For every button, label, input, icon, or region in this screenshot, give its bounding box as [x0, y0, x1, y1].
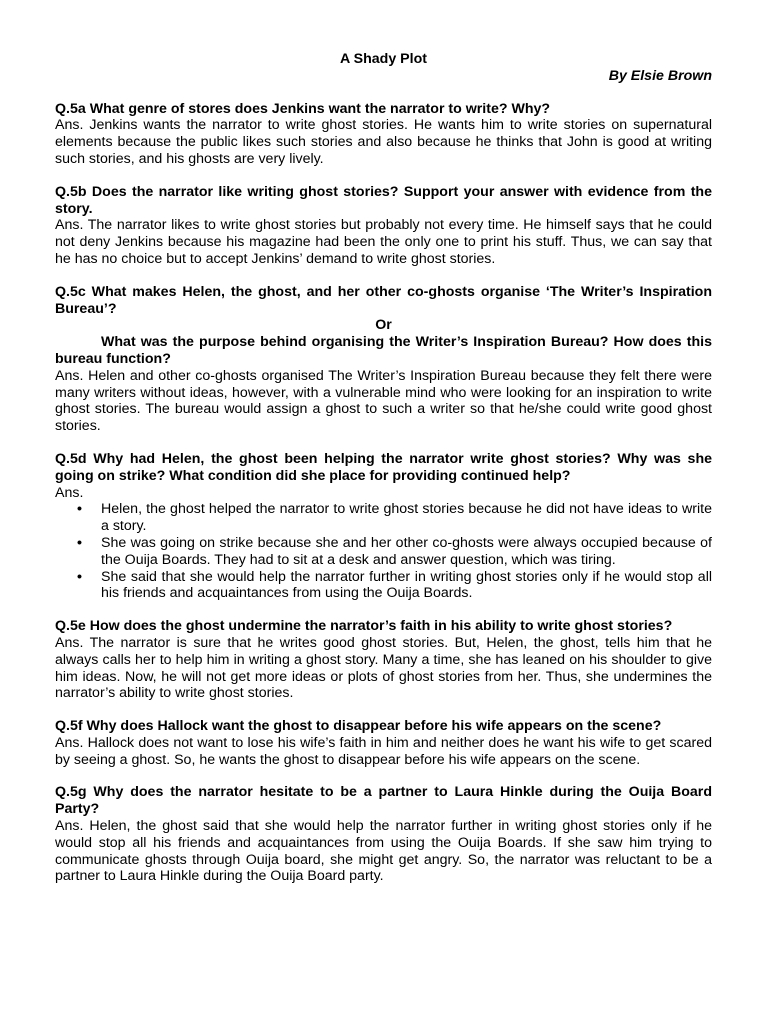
question: Q.5e How does the ghost undermine the narrator’s faith in his ability to write ghost stories?: [55, 618, 673, 635]
question: Q.5d Why had Helen, the ghost been helping the narrator write ghost stories? Why was she going on strike? What condition did she place for providing continued help?: [55, 450, 712, 484]
answer: Ans. Hallock does not want to lose his wife’s faith in him and neither does he want his wife to get scared by seeing a ghost. So, he wants the ghost to disappear before his wife appears on the scene.: [55, 734, 712, 768]
qa-item-5e: [55, 618, 712, 702]
answer: Ans. Helen and other co-ghosts organised The Writer’s Inspiration Bureau because they felt there were many writers without ideas, however, with a vulnerable mind who were looking for an inspiration to write ghost stories. The bureau would assign a ghost to such a writer so that he/she could write good ghost stories.: [55, 367, 712, 435]
qa-item-5f: [55, 718, 712, 768]
qa-item-5b: [55, 184, 712, 268]
qa-item-5a: [55, 101, 712, 168]
answer: Ans. The narrator is sure that he writes good ghost stories. But, Helen, the ghost, tells him that he always calls her to help him in writing a ghost story. Many a time, she has leaned on his shoulder to give him ideas. Now, he will not get more ideas or plots of ghost stories from her. Thus, she undermines the narrator’s ability to write ghost stories.: [55, 634, 712, 702]
bullet-item: [55, 569, 712, 603]
answer: Ans. Helen, the ghost said that she would help the narrator further in writing ghost stories only if he would stop all his friends and acquaintances from using the Ouija Boards. If she saw him trying to communicate ghosts through Ouija board, she might get angry. So, the narrator was reluctant to be a partner to Laura Hinkle during the Ouija Board party.: [55, 818, 712, 885]
alternate-question: What was the purpose behind organising the Writer’s Inspiration Bureau? How does this bureau function?: [55, 334, 712, 367]
question: Q.5c What makes Helen, the ghost, and her other co-ghosts organise ‘The Writer’s Inspiration Bureau’?: [55, 283, 712, 317]
qa-item-5g: [55, 784, 712, 885]
qa-item-5c: [55, 284, 712, 435]
answer: Ans. Jenkins wants the narrator to write ghost stories. He wants him to write stories on supernatural elements because the public likes such stories and also because he thinks that John is good at writing such stories, and his ghosts are very lively.: [55, 117, 712, 167]
question-or-separator: Or: [375, 317, 392, 334]
bullet-text: She was going on strike because she and her other co-ghosts were always occupied because of the Ouija Boards. They had to sit at a desk and answer question, which was tiring.: [101, 534, 712, 568]
bullet-icon: •: [77, 501, 82, 518]
answer-label: Ans.: [55, 484, 84, 501]
question: Q.5g Why does the narrator hesitate to be a partner to Laura Hinkle during the Ouija Board Party?: [55, 784, 712, 818]
bullet-icon: •: [77, 534, 82, 551]
bullet-icon: •: [77, 568, 82, 585]
bullet-text: Helen, the ghost helped the narrator to write ghost stories because he did not have ideas to write a story.: [101, 501, 712, 535]
document-author: By Elsie Brown: [608, 67, 712, 84]
bullet-item: [55, 535, 712, 569]
question: Q.5a What genre of stores does Jenkins want the narrator to write? Why?: [55, 100, 551, 117]
question: Q.5b Does the narrator like writing ghost stories? Support your answer with evidence from the story.: [55, 183, 712, 217]
bullet-item: [55, 501, 712, 535]
document-title: A Shady Plot: [340, 51, 427, 67]
question: Q.5f Why does Hallock want the ghost to disappear before his wife appears on the scene?: [55, 718, 662, 735]
answer: Ans. The narrator likes to write ghost stories but probably not every time. He himself says that he could not deny Jenkins because his magazine had been the only one to print his stuff. Thus, we can say that he has no choice but to accept Jenkins’ demand to write ghost stories.: [55, 217, 712, 267]
bullet-text: She said that she would help the narrator further in writing ghost stories only if he would stop all his friends and acquaintances from using the Ouija Boards.: [101, 568, 712, 602]
qa-item-5d: [55, 451, 712, 602]
answer-bullet-list: [55, 501, 712, 602]
